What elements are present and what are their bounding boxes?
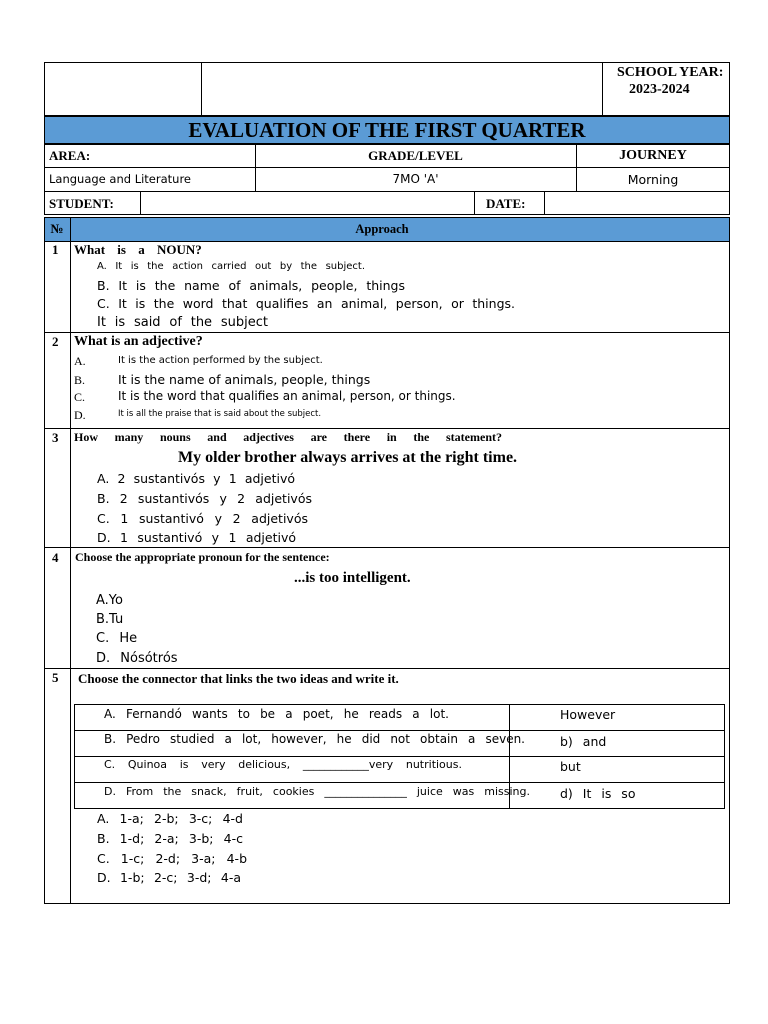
q1-option-b: B. It is the name of animals, people, things	[97, 278, 405, 293]
q1-option-c: C. It is the word that qualifies an animal, person, or things.	[97, 296, 515, 311]
page-title: EVALUATION OF THE FIRST QUARTER	[188, 118, 586, 142]
journey-label: JOURNEY	[619, 148, 687, 163]
area-label: AREA:	[49, 148, 91, 163]
date-field[interactable]	[546, 193, 728, 213]
school-year-value: 2023-2024	[629, 82, 690, 97]
q5-option-d: D. 1-b; 2-c; 3-d; 4-a	[97, 870, 241, 885]
question-number-1: 1	[52, 242, 59, 257]
grade-label: GRADE/LEVEL	[368, 148, 463, 163]
q3-option-a: A. 2 sustantivós y 1 adjetivó	[97, 471, 295, 486]
area-value: Language and Literature	[49, 172, 192, 186]
q5-pair-c-left: C. Quinoa is very delicious, ____________very nutritious.	[104, 758, 462, 771]
q5-option-b: B. 1-d; 2-a; 3-b; 4-c	[97, 831, 243, 846]
q5-pair-d-left: D. From the snack, fruit, cookies _______________ juice was missing.	[104, 785, 530, 798]
q2-option-b-text: It is the name of animals, people, things	[118, 372, 371, 387]
grade-value: 7MO 'A'	[392, 172, 439, 186]
q4-option-b: B.Tu	[96, 612, 124, 627]
q5-pair-c-right: but	[560, 759, 581, 774]
q4-option-a: A.Yo	[96, 593, 123, 608]
q2-option-a-letter: A.	[74, 354, 86, 368]
q1-option-a: A. It is the action carried out by the subject.	[97, 261, 365, 272]
q2-option-b-letter: B.	[74, 373, 86, 387]
q2-option-c-letter: C.	[74, 390, 86, 404]
q2-option-c-text: It is the word that qualifies an animal, person, or things.	[118, 389, 456, 403]
school-year-label: SCHOOL YEAR:	[617, 65, 724, 80]
date-label: DATE:	[486, 196, 526, 211]
question-number-3: 3	[52, 430, 59, 445]
question-prompt-4: Choose the appropriate pronoun for the sentence:	[75, 550, 330, 564]
q2-option-a-text: It is the action performed by the subject.	[118, 355, 323, 366]
question-number-5: 5	[52, 670, 59, 685]
student-field[interactable]	[142, 193, 472, 213]
q4-option-c: C. He	[96, 631, 138, 646]
q5-pair-a-left: A. Fernandó wants to be a poet, he reads a lot.	[104, 707, 449, 721]
q5-option-a: A. 1-a; 2-b; 3-c; 4-d	[97, 811, 243, 826]
student-label: STUDENT:	[49, 196, 114, 211]
q5-pair-a-right: However	[560, 707, 616, 722]
q4-option-d: D. Nósótrós	[96, 651, 178, 666]
question-prompt-1: What is a NOUN?	[74, 242, 202, 257]
question-prompt-2: What is an adjective?	[74, 334, 203, 349]
question-number-2: 2	[52, 334, 59, 349]
q3-option-b: B. 2 sustantivós y 2 adjetivós	[97, 491, 312, 506]
question-number-4: 4	[52, 550, 59, 565]
q3-option-d: D. 1 sustantivó y 1 adjetivó	[97, 530, 296, 545]
q2-option-d-text: It is all the praise that is said about the subject.	[118, 409, 322, 419]
q2-option-d-letter: D.	[74, 408, 86, 422]
q5-pair-d-right: d) It is so	[560, 786, 636, 801]
question-prompt-5: Choose the connector that links the two ideas and write it.	[78, 671, 399, 686]
q4-statement: ...is too intelligent.	[294, 570, 411, 586]
q3-statement: My older brother always arrives at the right time.	[178, 449, 518, 466]
q5-pair-b-right: b) and	[560, 734, 607, 749]
q5-pair-b-left: B. Pedro studied a lot, however, he did not obtain a seven.	[104, 732, 525, 746]
approach-header: Approach	[355, 222, 409, 236]
number-header: №	[50, 221, 64, 236]
question-prompt-3: How many nouns and adjectives are there in the statement?	[74, 430, 502, 444]
q1-option-d: It is said of the subject	[97, 315, 268, 330]
q5-option-c: C. 1-c; 2-d; 3-a; 4-b	[97, 851, 247, 866]
q3-option-c: C. 1 sustantivó y 2 adjetivós	[97, 511, 308, 526]
journey-value: Morning	[627, 172, 679, 187]
